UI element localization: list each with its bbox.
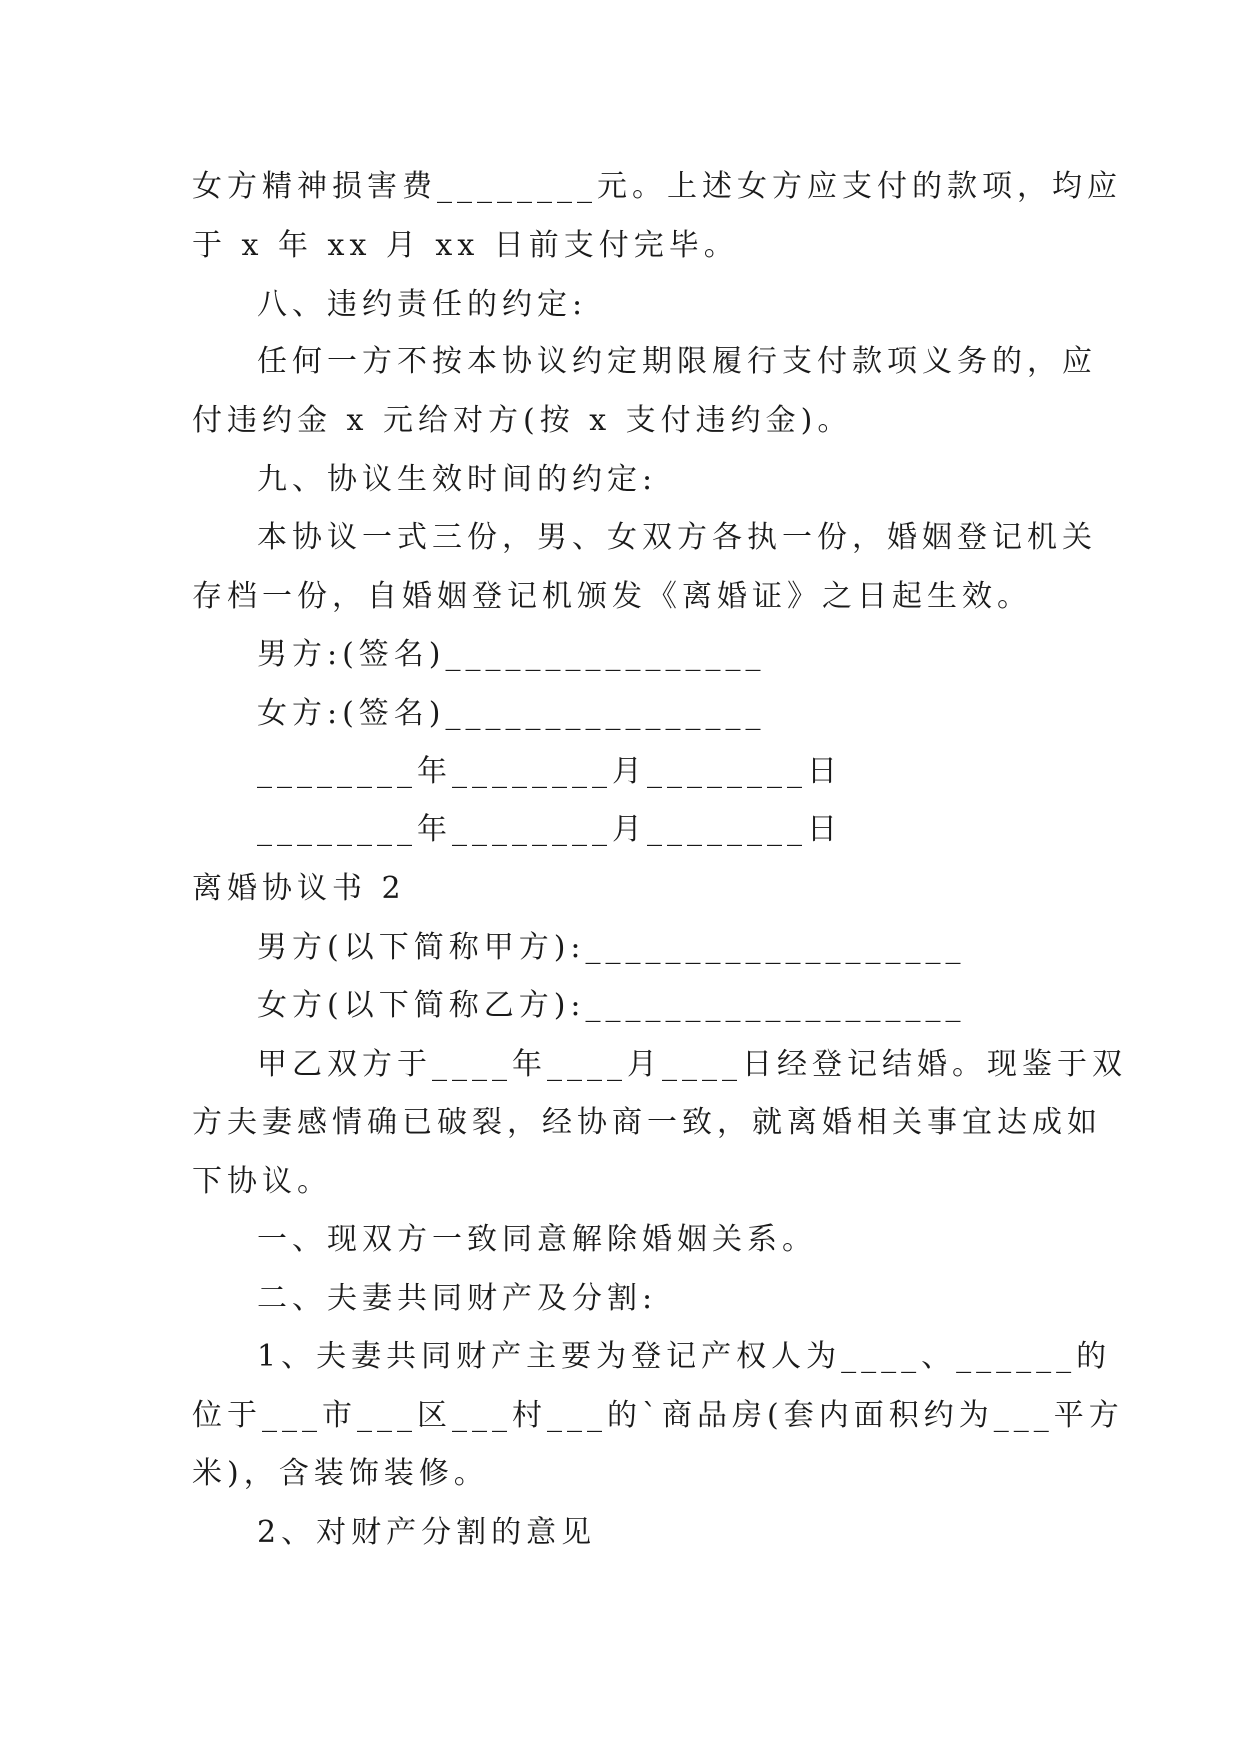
text-line: 本协议一式三份，男、女双方各执一份，婚姻登记机关: [257, 520, 1097, 555]
section-heading: 九、协议生效时间的约定:: [257, 462, 658, 497]
text-line: 任何一方不按本协议约定期限履行支付款项义务的，应: [257, 344, 1097, 379]
text-line: 位于___市___区___村___的`商品房(套内面积约为___平方: [192, 1398, 1124, 1433]
section-heading: 二、夫妻共同财产及分割:: [257, 1281, 658, 1316]
party-line-male: 男方(以下简称甲方):___________________: [257, 930, 966, 965]
text-line: 女方精神损害费________元。上述女方应支付的款项，均应: [192, 169, 1122, 204]
signature-line-female: 女方:(签名)________________: [257, 696, 766, 731]
text-line: 米)，含装饰装修。: [192, 1456, 489, 1491]
section-heading: 八、违约责任的约定:: [257, 287, 588, 322]
signature-line-male: 男方:(签名)________________: [257, 637, 766, 672]
text-line: 2、对财产分割的意见: [257, 1515, 597, 1550]
section-heading: 一、现双方一致同意解除婚姻关系。: [257, 1222, 817, 1257]
text-line: 1、夫妻共同财产主要为登记产权人为____、______的: [257, 1339, 1112, 1374]
party-line-female: 女方(以下简称乙方):___________________: [257, 988, 966, 1023]
text-line: 付违约金 x 元给对方(按 x 支付违约金)。: [192, 403, 853, 438]
text-line: 方夫妻感情确已破裂，经协商一致，就离婚相关事宜达成如: [192, 1105, 1102, 1140]
text-line: 于 x 年 xx 月 xx 日前支付完毕。: [192, 228, 739, 263]
text-line: 存档一份，自婚姻登记机颁发《离婚证》之日起生效。: [192, 579, 1032, 614]
document-title: 离婚协议书 2: [192, 871, 406, 906]
text-line: 甲乙双方于____年____月____日经登记结婚。现鉴于双: [257, 1047, 1127, 1082]
date-line: ________年________月________日: [257, 754, 842, 789]
text-line: 下协议。: [192, 1164, 332, 1199]
date-line: ________年________月________日: [257, 812, 842, 847]
